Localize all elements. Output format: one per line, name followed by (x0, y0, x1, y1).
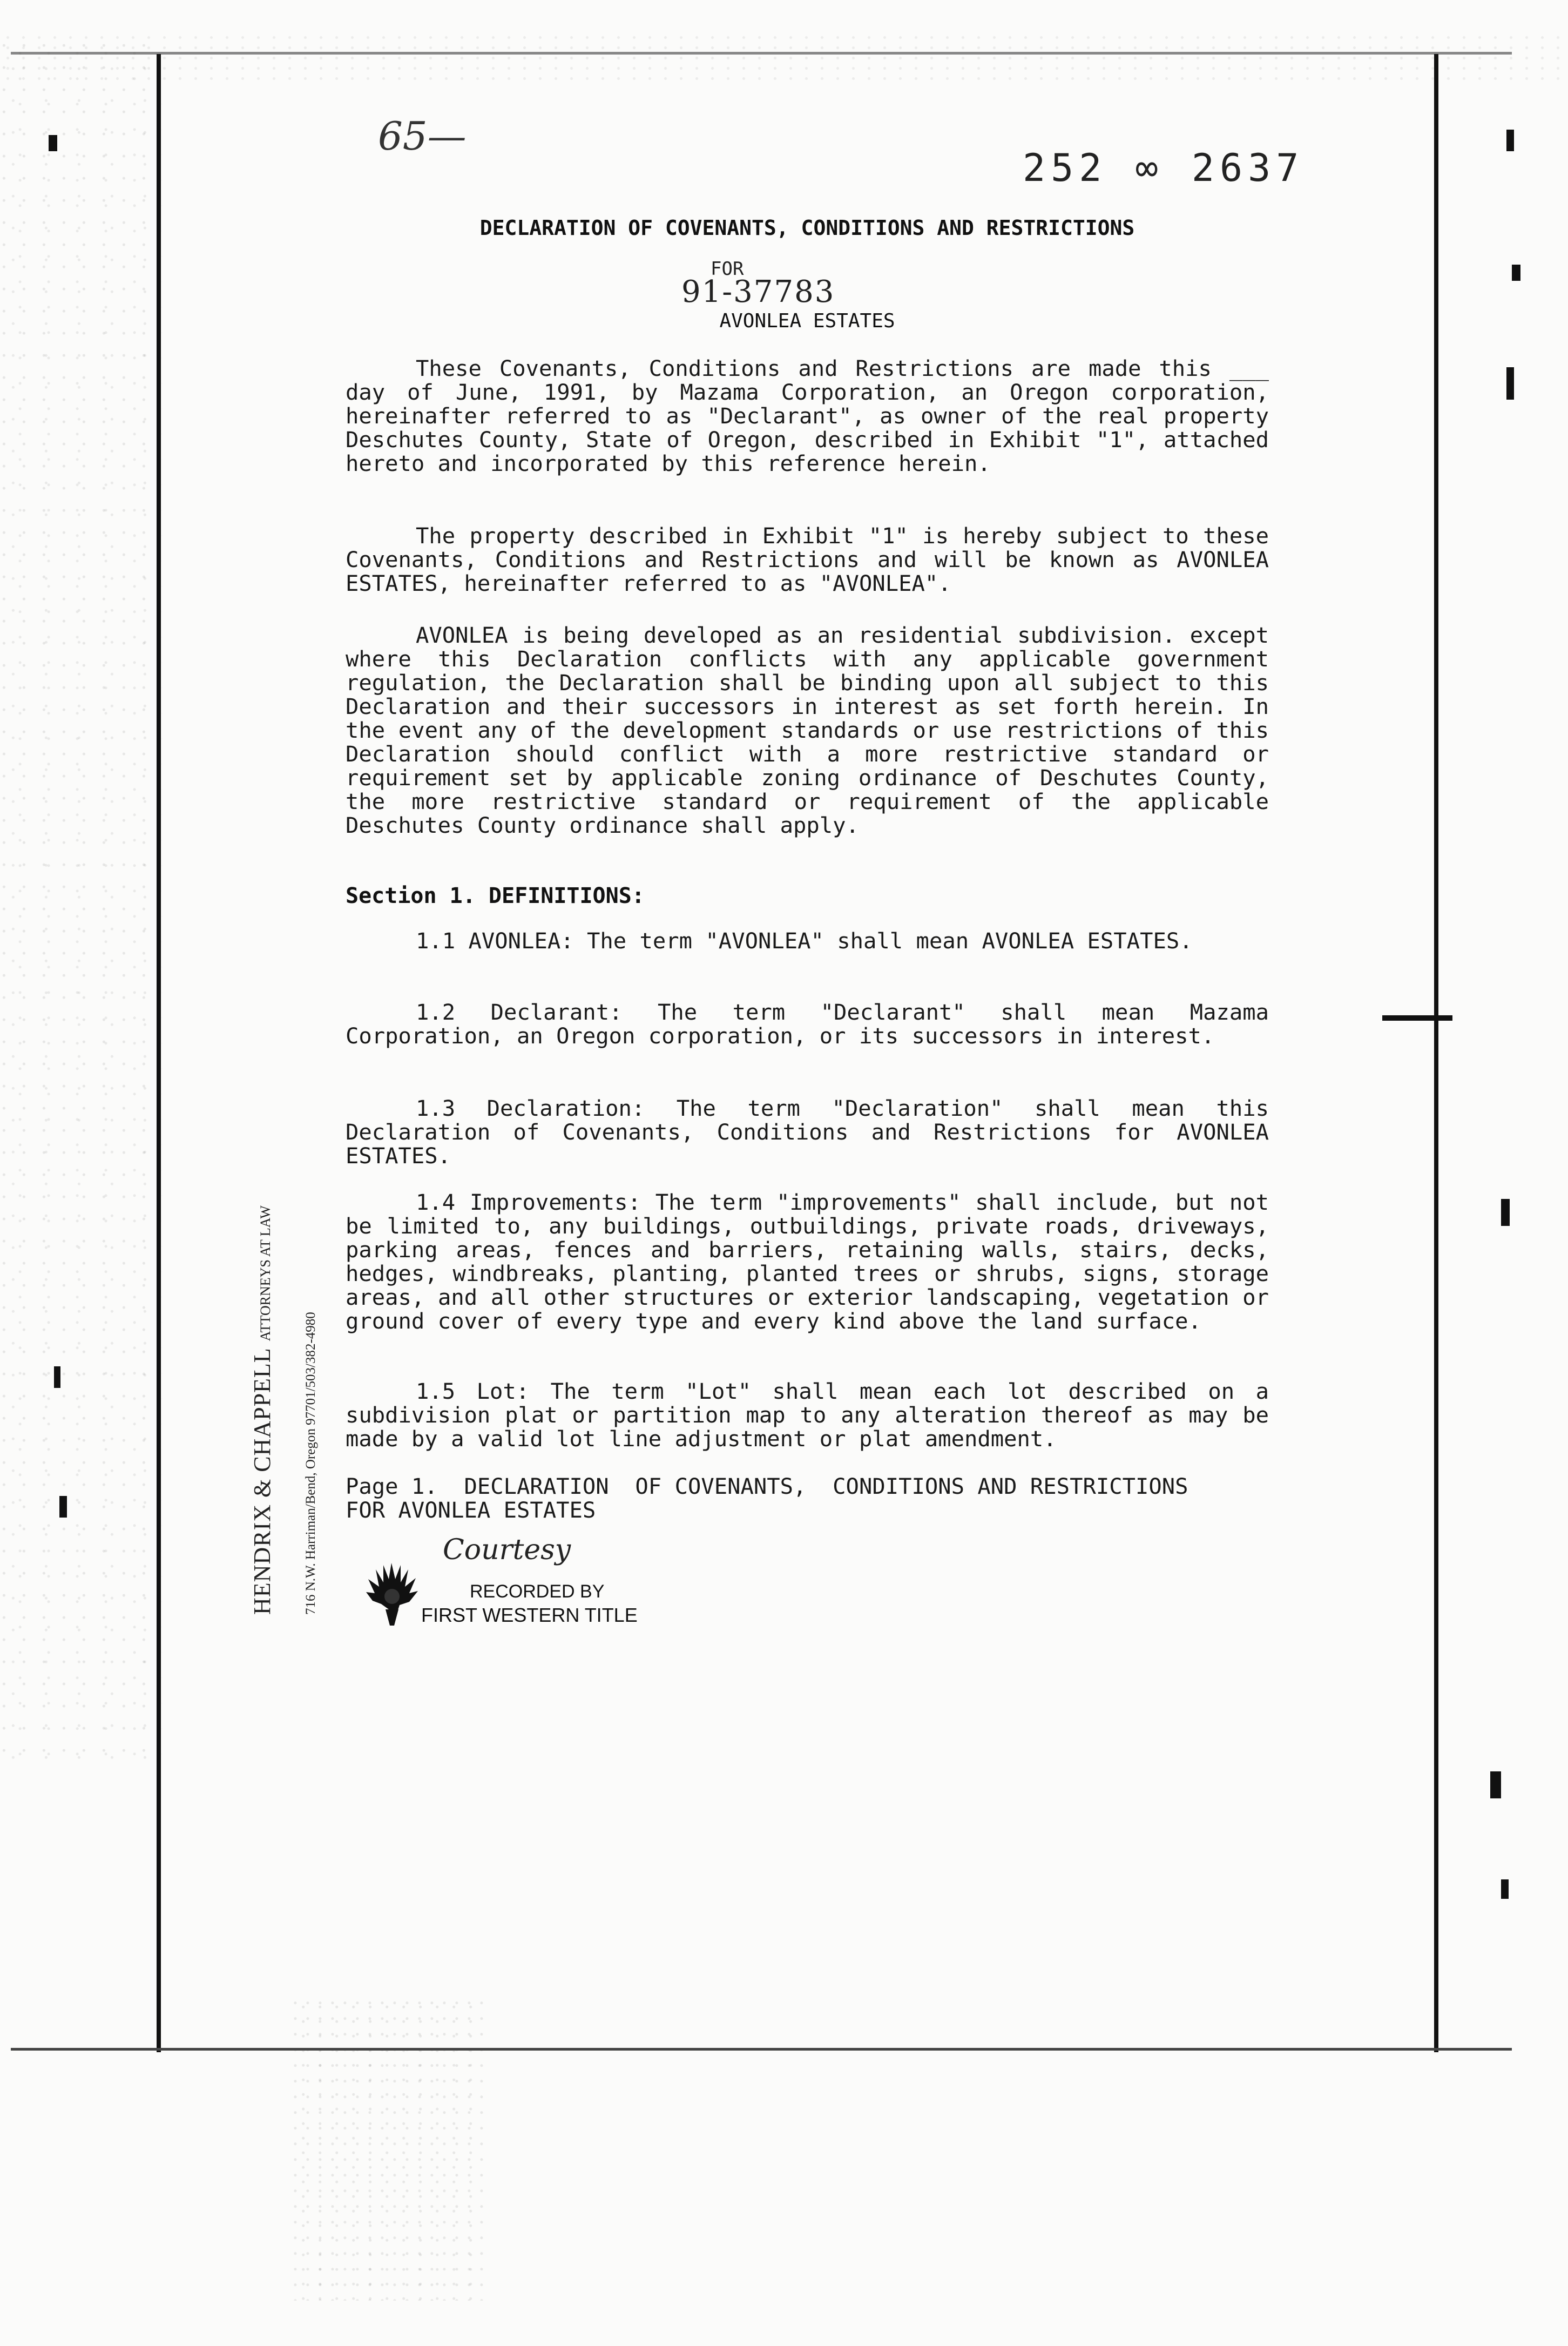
firm-address: 716 N.W. Harriman/Bend, Oregon 97701/503/382-4980 (303, 1312, 318, 1615)
left-border (157, 54, 161, 2052)
margin-mark (49, 135, 57, 151)
document-number: 252 ∞ 2637 (1023, 146, 1305, 190)
margin-mark (1501, 1879, 1509, 1899)
margin-mark (1512, 265, 1520, 281)
margin-mark (1506, 367, 1514, 400)
paragraph-text: These Covenants, Conditions and Restrictions are made this ___ day of June, 1991, by Mazama Corporation, an Oregon corporation, hereinafter referred to as "Declarant", as owner of the real property Deschutes County, State of Oregon, described in Exhibit "1", attached hereto and incorporated by this reference herein. (346, 355, 1269, 476)
intro-paragraph-1 (346, 356, 1269, 475)
recording-number: 91-37783 (681, 274, 835, 309)
paragraph-text: AVONLEA is being developed as an residential subdivision. except where this Declaration conflicts with any applicable government regulation, the Declaration shall be binding upon all subject to this Declaration and their successors in interest as set forth herein. In the event any of the development standards or use restrictions of this Declaration should conflict with a more restrictive standard or requirement set by applicable zoning ordinance of Deschutes County, the more restrictive standard or requirement of the applicable Deschutes County ordinance shall apply. (346, 622, 1269, 838)
margin-mark (1382, 1015, 1452, 1021)
margin-mark (54, 1366, 60, 1388)
paragraph-text: 1.1 AVONLEA: The term "AVONLEA" shall mean AVONLEA ESTATES. (416, 928, 1193, 954)
firm-name: HENDRIX & CHAPPELL (249, 1347, 275, 1615)
paragraph-text: 1.2 Declarant: The term "Declarant" shall mean Mazama Corporation, an Oregon corporation, or its successors in interest. (346, 999, 1269, 1049)
firm-tagline: ATTORNEYS AT LAW (258, 1205, 273, 1341)
paragraph-text: 1.5 Lot: The term "Lot" shall mean each lot described on a subdivision plat or partition map to any alteration thereof as may be made by a valid lot line adjustment or plat amendment. (346, 1378, 1269, 1452)
chief-headdress-icon (362, 1558, 421, 1628)
definition-1-4 (346, 1190, 1269, 1333)
margin-mark (1501, 1199, 1510, 1226)
recorded-by-label: RECORDED BY (470, 1581, 605, 1602)
margin-mark (1506, 130, 1514, 151)
title-company: FIRST WESTERN TITLE (421, 1604, 638, 1626)
scan-noise-left (0, 43, 162, 1761)
definition-1-5 (346, 1379, 1269, 1451)
scan-noise-top (0, 32, 1568, 81)
margin-mark (59, 1496, 67, 1518)
for-label: FOR (711, 258, 744, 280)
intro-paragraph-3 (346, 623, 1269, 837)
law-firm-imprint (248, 1205, 276, 1615)
page-footer (346, 1474, 1269, 1522)
definition-1-1 (346, 929, 1269, 953)
footer-line-2: FOR AVONLEA ESTATES (346, 1497, 596, 1523)
right-border (1434, 54, 1438, 2052)
paragraph-text: The property described in Exhibit "1" is hereby subject to these Covenants, Conditions and Restrictions and will be known as AVONLEA ESTATES, hereinafter referred to as "AVONLEA". (346, 523, 1269, 596)
handwritten-note: 65— (378, 113, 467, 159)
section-heading: Section 1. DEFINITIONS: (346, 884, 645, 908)
bottom-border (11, 2048, 1512, 2051)
paragraph-text: 1.3 Declaration: The term "Declaration" shall mean this Declaration of Covenants, Conditions and Restrictions for AVONLEA ESTATES. (346, 1095, 1269, 1169)
recording-stamp (362, 1534, 664, 1631)
subdivision-title: AVONLEA ESTATES (719, 310, 895, 332)
document-title: DECLARATION OF COVENANTS, CONDITIONS AND RESTRICTIONS (479, 216, 1135, 240)
definition-1-3 (346, 1096, 1269, 1168)
intro-paragraph-2 (346, 524, 1269, 595)
paragraph-text: 1.4 Improvements: The term "improvements" shall include, but not be limited to, any buildings, outbuildings, private roads, driveways, parking areas, fences and barriers, retaining walls, stairs, decks, hedges, windbreaks, planting, planted trees or shrubs, signs, storage areas, and all other structures or exterior landscaping, vegetation or ground cover of every type and every kind above the land surface. (346, 1189, 1269, 1334)
courtesy-handwriting: Courtesy (443, 1534, 571, 1566)
margin-mark (1490, 1771, 1501, 1798)
definition-1-2 (346, 1000, 1269, 1048)
footer-line-1: Page 1. DECLARATION OF COVENANTS, CONDITIONS AND RESTRICTIONS (346, 1473, 1188, 1499)
top-border (11, 52, 1512, 55)
scan-noise-bottom (292, 1998, 486, 2301)
